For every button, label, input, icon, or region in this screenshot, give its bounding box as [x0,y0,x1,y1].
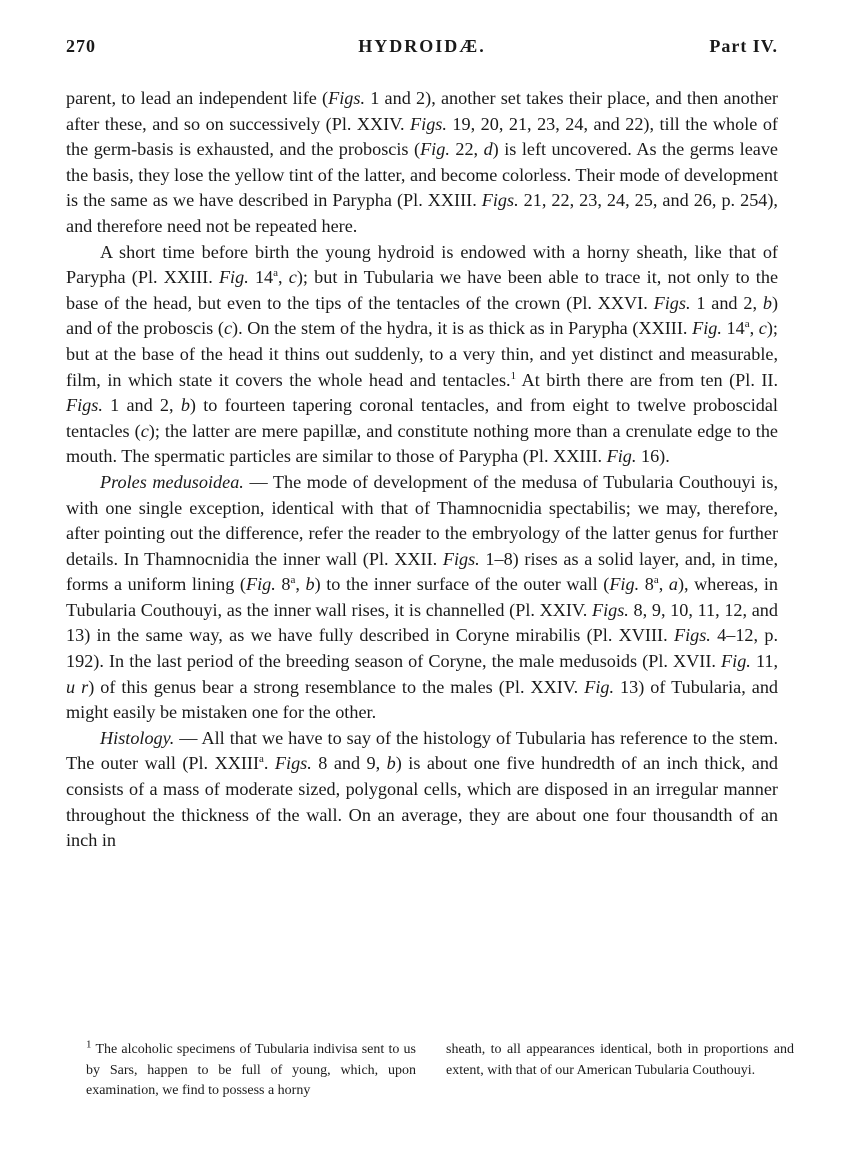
paragraph [66,86,778,240]
text-run: 22, [449,139,484,160]
italic-text: Figs. [481,190,519,211]
text-run: ); but at the base of the head it thins out suddenly, to a very thin, and yet distinct and measurable, film, in which state it covers the whole head and tentacles. [66,318,778,390]
text-run: ) to the inner surface of the outer wall ( [314,574,610,595]
italic-text: Fig. [609,574,640,595]
footnote-right-column [446,1040,794,1102]
text-run: At birth there are from ten (Pl. II. [516,369,778,390]
text-run: , [278,267,289,288]
italic-text: Figs. [442,548,480,569]
text-run: 8, 9, 10, 11, 12, and 13) in the same way, as we have fully described in Coryne mirabilis (Pl. XVIII. [66,599,778,646]
italic-text: d [483,139,493,160]
italic-text: Fig. [606,446,637,467]
italic-text: Proles medusoidea. [100,471,244,492]
superscript: a [259,753,264,766]
text-run: A short time before birth the young hydroid is endowed with a horny sheath, like that of Parypha (Pl. XXIII. [66,241,778,288]
text-run: 1–8) rises as a solid layer, and, in time, forms a uniform lining ( [66,548,779,595]
footnote-marker: 1 [86,1038,92,1051]
italic-text: b [180,395,190,416]
paragraph [66,240,778,470]
text-run: 11, [750,651,778,672]
italic-text: b [386,753,396,774]
text-run: ); the latter are mere papillæ, and constitute nothing more than a crenulate edge to the mouth. The spermatic particles are similar to those of Parypha (Pl. XXIII. [66,420,778,467]
italic-text: c [758,318,767,339]
text-run: , [749,318,759,339]
book-page [66,36,778,854]
text-run: 8 [275,574,291,595]
superscript: a [273,267,279,280]
italic-text: b [305,574,315,595]
superscript: a [744,318,750,331]
text-run: 14 [721,318,745,339]
text-run: ). On the stem of the hydra, it is as thick as in Parypha (XXIII. [232,318,693,339]
text-run: — The mode of development of the medusa of Tubularia Couthouyi is, with one single exception, identical with that of Thamnocnidia spectabilis; we may, therefore, after pointing out the difference, refer the reader to the embryology of the latter genus for further details. In Thamnocnidia the inner wall (Pl. XXII. [66,471,778,569]
text-run: ); but in Tubularia we have been able to trace it, not only to the base of the head, but even to the tips of the tentacles of the crown (Pl. XXVI. [66,267,779,313]
footnote [86,1040,794,1102]
text-run: parent, to lead an independent life ( [66,88,329,108]
italic-text: Fig. [420,139,450,160]
text-run: 1 and 2, [102,395,181,416]
italic-text: Fig. [721,651,751,672]
text-run: 21, 22, 23, 24, 25, and 26, p. 254), and therefore need not be repeated here. [66,190,778,236]
text-run: 1 and 2, [690,292,763,313]
italic-text: c [288,267,297,288]
text-run: ) and of the proboscis ( [66,292,778,339]
text-run: 14 [248,267,274,288]
italic-text: Figs. [653,292,691,313]
italic-text: b [762,292,772,313]
text-run: 1 and 2), another set takes their place, and then another after these, and so on successively (Pl. XXIV. [66,88,778,134]
text-run: 8 [639,574,654,595]
italic-text: Figs. [274,753,312,774]
text-run: 8 and 9, [311,753,387,774]
footnote-left-text: The alcoholic specimens of Tubularia indivisa sent to us by Sars, happen to be full of young, which, upon examination, we find to possess a horny [86,1042,417,1098]
italic-text: Fig. [584,676,615,697]
italic-text: a [668,574,678,595]
italic-text: Figs. [410,113,447,134]
text-run: 16). [636,446,670,467]
italic-text: Fig. [245,574,276,595]
italic-text: Figs. [591,599,629,620]
text-run: ), whereas, in Tubularia Couthouyi, as the inner wall rises, it is channelled (Pl. XXIV. [66,574,778,620]
running-title: HYDROIDÆ. [358,36,486,56]
italic-text: Histology. [100,727,175,748]
paragraph [66,470,778,726]
text-run: ) is about one five hundredth of an inch thick, and consists of a mass of moderate sized, polygonal cells, which are disposed in an irregular manner throughout the thickness of the wall. On an average, they are about one four thousandth of an inch in [66,753,779,851]
italic-text: c [223,318,233,339]
superscript: a [653,574,659,587]
text-run: , [658,574,669,595]
text-run: ) is left uncovered. As the germs leave the basis, they lose the yellow tint of the latter, and become colorless. Their mode of development is the same as we have described in Parypha (Pl. XXIII. [66,139,779,211]
page-header [66,36,778,66]
italic-text: c [140,420,149,441]
footnote-right-text: sheath, to all appearances identical, both in proportions and extent, with that of our American Tubularia Couthouyi. [446,1042,794,1078]
page-number: 270 [66,36,96,56]
italic-text: Figs. [328,88,366,108]
text-run: ) to fourteen tapering coronal tentacles, and from eight to twelve proboscidal tentacles ( [66,395,778,441]
text-run: 13) of Tubularia, and might easily be mistaken one for the other. [66,676,779,723]
text-run: , [295,574,306,595]
text-run: 4–12, p. 192). In the last period of the breeding season of Coryne, the male medusoids (Pl. XVII. [66,625,779,672]
italic-text: Figs. [673,625,711,646]
superscript: a [290,574,296,587]
text-run: 19, 20, 21, 23, 24, and 22), till the whole of the germ-basis is exhausted, and the proboscis ( [66,113,778,160]
superscript: 1 [510,369,517,382]
italic-text: Fig. [218,267,249,288]
paragraph [66,726,778,854]
text-run: ) of this genus bear a strong resemblance to the males (Pl. XXIV. [88,676,585,697]
text-run: . [263,753,275,774]
part-label: Part IV. [709,36,778,56]
italic-text: u r [66,676,89,697]
text-run: — All that we have to say of the histology of Tubularia has reference to the stem. The outer wall (Pl. XXIII [66,727,778,774]
footnote-left-column [86,1040,416,1102]
italic-text: Figs. [66,395,103,416]
italic-text: Fig. [692,318,722,339]
body-text [66,86,778,854]
